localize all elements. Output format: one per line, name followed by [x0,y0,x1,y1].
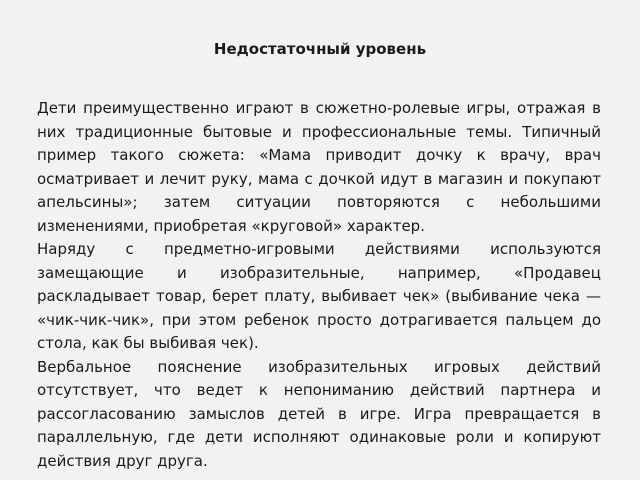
paragraph-3: Вербальное пояснение изобразительных игровых действий отсутствует, что ведет к непониманию действий партнера и рассогласованию замыслов детей в игре. Игра превращается в параллельную, где дети исполняют одинаковые роли и копируют действия друг друга. [37,357,601,470]
slide-body [37,97,601,473]
slide-title: Недостаточный уровень [213,40,427,58]
paragraph-1: Дети преимущественно играют в сюжетно-ролевые игры, отражая в них традиционные бытовые и профессиональные темы. Типичный пример такого сюжета: «Мама приводит дочку к врачу, врач осматривает и лечит руку, мама с дочкой идут в магазин и покупают апельсины»; затем ситуации повторяются с небольшими изменениями, приобретая «круговой» характер. [37,99,601,235]
paragraph-2: Наряду с предметно-игровыми действиями используются замещающие и изобразительные, например, «Продавец раскладывает товар, берет плату, выбивает чек» (выбивание чека — «чик-чик-чик», при этом ребенок просто дотрагивается пальцем до стола, как бы выбивая чек). [37,240,601,352]
